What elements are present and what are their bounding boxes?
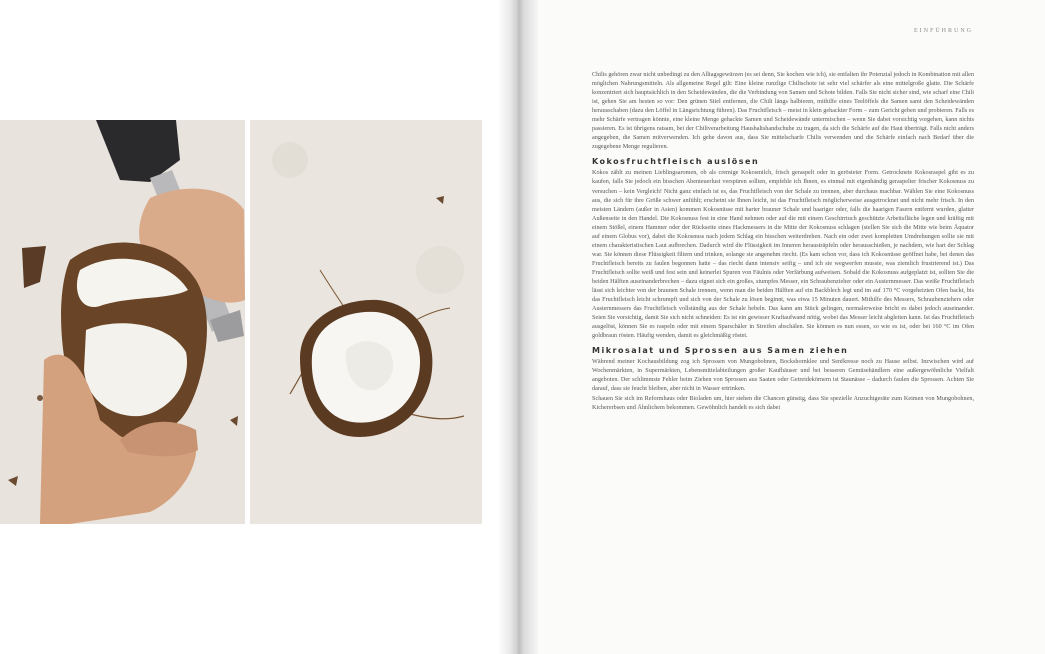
coconut-paragraph: Kokos zählt zu meinen Lieblingsaromen, ob als cremige Kokosmilch, frisch geraspelt oder in gerösteter Form. Getrocknete Kokosraspel gibt es zu kaufen, falls Sie jedoch ein bisschen Abenteuerlust verspüren sollten, empfehle ich Ihnen, es einmal mit eigenhändig geraspelter frischer Kokosnuss zu versuchen – kein Vergleich! Nicht ganz einfach ist es, das Fruchtfleisch von der Schale zu trennen, aber durchaus machbar. Wählen Sie eine Kokosnuss aus, die sich für ihre Größe schwer anfühlt; erscheint sie Ihnen leicht, ist das Fruchtfleisch möglicherweise ausgetrocknet und nicht mehr frisch. In den meisten Ländern (außer in Asien) kommen Kokosnüsse mit harter brauner Schale und haariger oder, falls die haarigen Fasern entfernt wurden, glatter Außenseite in den Handel. Die Kokosnuss fest in eine Hand nehmen oder auf die mit einem Geschirrtuch geschützte Arbeitsfläche legen und kräftig mit einem Stößel, einem Hammer oder der Rückseite eines Hackmessers in die Mitte der Kokosnuss schlagen (stellen Sie sich die Mitte wie beim Äquator auf einem Globus vor), dabei die Kokosnuss nach jedem Schlag ein bisschen weiterdrehen. Nach ein oder zwei kompletten Umdrehungen sollte sie mit einem charakteristischen Laut aufbrechen. Dadurch wird die Flüssigkeit im Inneren herausträpfeln oder herausschießen, je nachdem, wie hart der Schlag war. Sie können diese Flüssigkeit filtern und trinken, solange sie angenehm riecht. (Es kam schon vor, dass ich Kokosnüsse geöffnet habe, bei denen das Fruchtfleisch bereits zu faulen begonnen hatte – das riecht dann intensiv seifig – und ich sie wegwerfen musste, was ziemlich frustrierend ist.) Das Fruchtfleisch sollte weiß und fest sein und keinerlei Spuren von Fäulnis oder Verfärbung aufweisen. Sobald die Kokosnuss aufgeplatzt ist, sollten Sie die beiden Hälften auseinanderbrechen – dazu eignet sich ein großes, stumpfes Messer, ein Schraubenzieher oder ein Austernmesser. Das weiße Fruchtfleisch lässt sich leichter von der braunen Schale trennen, wenn man die beiden Hälften auf ein Backblech legt und im auf 170 °C vorgeheizten Ofen backt, bis das Fruchtfleisch leicht schrumpft und sich von der Schale zu lösen beginnt, was etwa 15 Minuten dauert. Mithilfe des Messers, Schraubenziehers oder Austernmessers das Fruchtfleisch vollständig aus der Schale hebeln. Das kann am Stück gelingen, normalerweise bricht es dabei jedoch auseinander. Seien Sie vorsichtig, damit Sie sich nicht schneiden: Es ist ein gewisser Kraftaufwand nötig, wobei das Messer leicht abgleiten kann. Ist das Fruchtfleisch ausgelöst, können Sie es raspeln oder mit einem Sparschäler in Streifen abschälen. Sie können es nun essen, so wie es ist, oder bei 160 °C im Ofen goldbraun rösten. Häufig wenden, damit es gleichmäßig röstet. (592, 169, 974, 340)
photo-opening-coconut (0, 120, 245, 524)
section-heading-coconut: Kokosfruchtfleisch auslösen (592, 157, 760, 167)
text-column (592, 70, 974, 418)
sprouts-paragraph-2: Schauen Sie sich im Reformhaus oder Bioladen um, hier stehen die Chancen günstig, dass Sie spezielle Anzuchtgeräte zum Keimen von Mungobohnen, Kichererbsen und Ähnlichem bekommen. Gewöhnlich handelt es sich dabei (592, 394, 974, 411)
sprouts-paragraph-1: Während meiner Kochausbildung zog ich Sprossen von Mungobohnen, Bockshornklee und Senfkresse noch zu Hause selbst. Inzwischen wird auf Wochenmärkten, in Supermärkten, Lebensmittelabteilungen großer Kaufhäuser und bei besseren Gemüsehändlern eine außergewöhnliche Vielfalt angeboten. Der schlimmste Fehler beim Ziehen von Sprossen aus Saaten oder Getreidekörnern ist Staunässe – dadurch faulen die Sprossen. Achten Sie darauf, dass sie feucht bleiben, aber nicht in Wasser ertrinken. (592, 358, 974, 393)
running-head: EINFÜHRUNG (914, 28, 973, 34)
intro-paragraph: Chilis gehören zwar nicht unbedingt zu den Alltagsgewürzen (es sei denn, Sie kochen wie ich), sie entfalten ihr Potenzial jedoch in Kombination mit allen möglichen Nahrungsmitteln. Als allgemeine Regel gilt: Eine kleine runzlige Chilischote ist sehr viel schärfer als eine mittelgroße glatte. Die Schärfe konzentriert sich hauptsächlich in den Scheidewänden, die die Verbindung von Samen und Schote bilden. Falls Sie nicht sicher sind, wie scharf eine Chili ist, gehen Sie am besten so vor: Den grünen Stiel entfernen, die Chili längs halbieren, mithilfe eines Teelöffels die Samen samt den Scheidewänden herausschaben (dazu den Löffel in Längsrichtung führen). Das Fruchtfleisch – meist in klein gehackter Form – zum Gericht geben und probieren. Falls es mehr Schärfe vertragen könnte, eine kleine Menge gehackte Samen und Scheidewände untermischen – wenn Sie dabei vorsichtig vorgehen, kann nichts passieren. Es ist übrigens ratsam, bei der Chiliverarbeitung Haushaltshandschuhe zu tragen, da sich die Schärfe auf die Haut überträgt. Falls nicht anders angegeben, die Samen mitverwenden. Ich gehe davon aus, dass Sie mittelscharfe Chilis verwenden und die Schärfe einfach nach Bedarf über die zugegebene Menge regulieren. (592, 71, 974, 151)
left-page (0, 0, 515, 654)
photo-coconut-half (250, 120, 482, 524)
book-gutter (498, 0, 538, 654)
section-heading-sprouts: Mikrosalat und Sprossen aus Samen ziehen (592, 346, 849, 356)
